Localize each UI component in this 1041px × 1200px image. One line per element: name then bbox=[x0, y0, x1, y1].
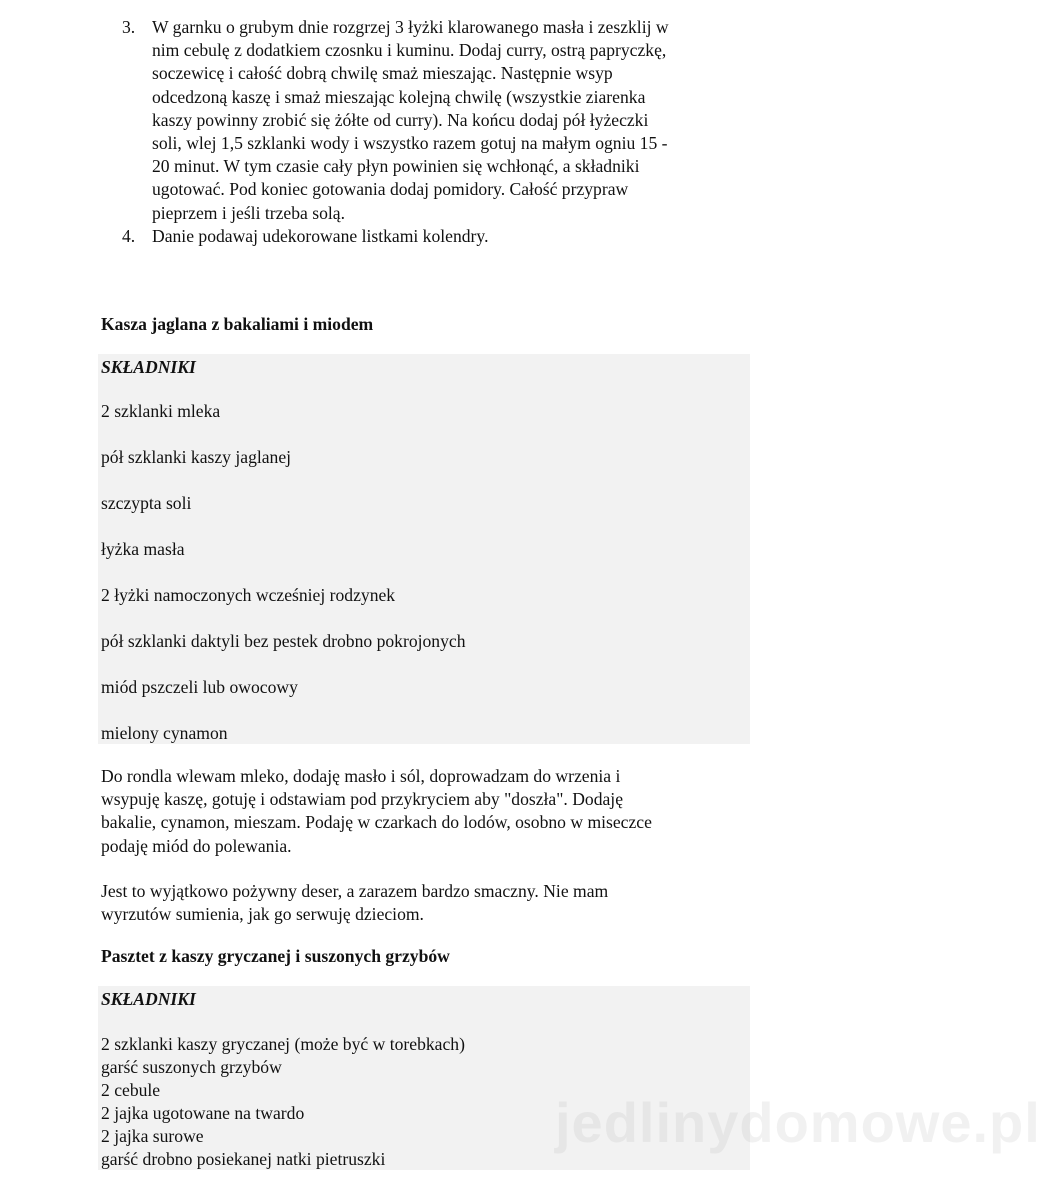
ingredient-item: szczypta soli bbox=[101, 493, 192, 513]
ingredients-header: SKŁADNIKI bbox=[101, 357, 196, 377]
ingredient-item: 2 łyżki namoczonych wcześniej rodzynek bbox=[101, 585, 396, 605]
step-item bbox=[100, 225, 760, 248]
step-number: 4. bbox=[122, 225, 136, 246]
step-number: 3. bbox=[122, 17, 136, 37]
ingredient-item: mielony cynamon bbox=[101, 723, 228, 743]
ingredient-item: 2 jajka ugotowane na twardo bbox=[101, 1103, 305, 1123]
step-line: odcedzoną kaszę i smaż mieszając kolejną chwilę (wszystkie ziarenka bbox=[152, 86, 646, 107]
site-watermark: jedlinydomowe.pl bbox=[555, 1091, 1041, 1154]
note-paragraph bbox=[101, 880, 751, 926]
ingredient-item: 2 jajka surowe bbox=[101, 1126, 204, 1146]
paragraph-line: podaję miód do polewania. bbox=[101, 835, 292, 856]
step-line: nim cebulę z dodatkiem czosnku i kuminu. Dodaj curry, ostrą papryczkę, bbox=[152, 40, 667, 61]
ingredient-item: łyżka masła bbox=[101, 539, 185, 559]
paragraph-line: bakalie, cynamon, mieszam. Podaję w czarkach do lodów, osobno w miseczce bbox=[101, 812, 652, 833]
ingredient-item: miód pszczeli lub owocowy bbox=[101, 677, 298, 697]
step-line: 20 minut. W tym czasie cały płyn powinien się wchłonąć, a składniki bbox=[152, 156, 640, 177]
ingredient-item: 2 szklanki mleka bbox=[101, 401, 221, 421]
instruction-steps bbox=[100, 16, 760, 248]
ingredient-item: garść drobno posiekanej natki pietruszki bbox=[101, 1149, 386, 1169]
paragraph-line: wyrzutów sumienia, jak go serwuję dzieciom. bbox=[101, 904, 424, 925]
step-line: soli, wlej 1,5 szklanki wody i wszystko razem gotuj na małym ogniu 15 - bbox=[152, 133, 668, 154]
step-line: pieprzem i jeśli trzeba solą. bbox=[152, 202, 345, 223]
step-item bbox=[100, 16, 760, 225]
ingredient-item: pół szklanki daktyli bez pestek drobno pokrojonych bbox=[101, 631, 466, 651]
ingredients-header: SKŁADNIKI bbox=[101, 989, 196, 1009]
ingredient-item: pół szklanki kaszy jaglanej bbox=[101, 447, 292, 467]
paragraph-line: Do rondla wlewam mleko, dodaję masło i sól, doprowadzam do wrzenia i bbox=[101, 766, 621, 786]
recipe-title: Pasztet z kaszy gryczanej i suszonych grzybów bbox=[101, 946, 450, 966]
step-line: ugotować. Pod koniec gotowania dodaj pomidory. Całość przypraw bbox=[152, 179, 629, 200]
ingredients-box bbox=[98, 354, 750, 744]
step-line: W garnku o grubym dnie rozgrzej 3 łyżki klarowanego masła i zeszklij w bbox=[152, 17, 669, 37]
paragraph-line: Jest to wyjątkowo pożywny deser, a zarazem bardzo smaczny. Nie mam bbox=[101, 881, 609, 901]
step-line: Danie podawaj udekorowane listkami kolendry. bbox=[152, 225, 489, 246]
step-line: kaszy powinny zrobić się żółte od curry). Na końcu dodaj pół łyżeczki bbox=[152, 109, 649, 130]
paragraph-line: wsypuję kaszę, gotuję i odstawiam pod przykryciem aby "doszła". Dodaję bbox=[101, 789, 623, 810]
recipe-title: Kasza jaglana z bakaliami i miodem bbox=[101, 314, 374, 334]
ingredient-item: 2 szklanki kaszy gryczanej (może być w torebkach) bbox=[101, 1034, 465, 1054]
method-paragraph bbox=[101, 765, 751, 858]
ingredient-item: 2 cebule bbox=[101, 1080, 161, 1100]
step-line: soczewicę i całość dobrą chwilę smaż mieszając. Następnie wsyp bbox=[152, 63, 613, 84]
ingredient-item: garść suszonych grzybów bbox=[101, 1057, 282, 1077]
